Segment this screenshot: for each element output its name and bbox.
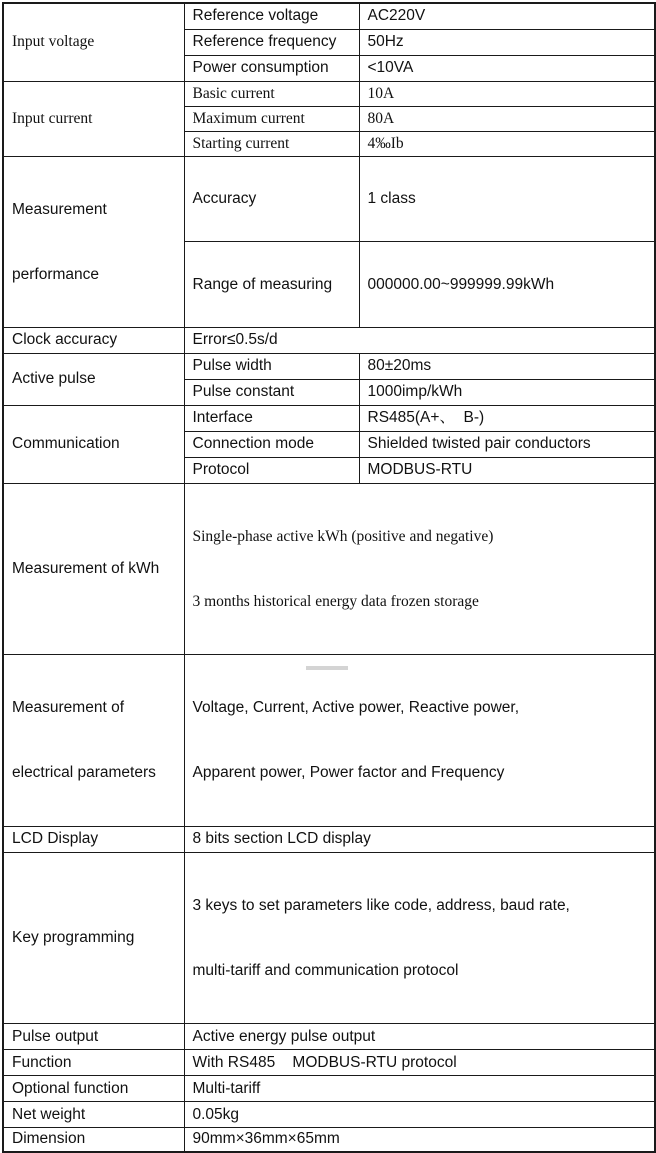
group-cell-input-current: Input current bbox=[3, 81, 184, 156]
value-line1: 3 keys to set parameters like code, address, baud rate, bbox=[192, 896, 570, 914]
param-cell-range-of-measuring: Range of measuring bbox=[184, 242, 359, 328]
param-cell-reference-frequency: Reference frequency bbox=[184, 29, 359, 55]
value-cell-maximum-current: 80A bbox=[359, 106, 655, 131]
group-label-line2: performance bbox=[12, 265, 100, 283]
value-cell-pulse-constant: 1000imp/kWh bbox=[359, 379, 655, 405]
group-cell-pulse-output: Pulse output bbox=[3, 1024, 184, 1050]
value-line2: 3 months historical energy data frozen storage bbox=[192, 593, 479, 611]
value-cell-optional-function: Multi-tariff bbox=[184, 1076, 655, 1102]
value-cell-protocol: MODBUS-RTU bbox=[359, 457, 655, 483]
param-cell-maximum-current: Maximum current bbox=[184, 106, 359, 131]
value-cell-interface: RS485(A+、 B-) bbox=[359, 405, 655, 431]
group-label-line1: Measurement of bbox=[12, 699, 124, 717]
group-cell-lcd-display: LCD Display bbox=[3, 826, 184, 852]
value-cell-pulse-output: Active energy pulse output bbox=[184, 1024, 655, 1050]
value-line2: multi-tariff and communication protocol bbox=[192, 961, 459, 979]
value-cell-clock-accuracy: Error≤0.5s/d bbox=[184, 327, 655, 353]
group-label-line2: electrical parameters bbox=[12, 764, 156, 782]
value-line1: Voltage, Current, Active power, Reactive power, bbox=[192, 699, 520, 717]
param-cell-power-consumption: Power consumption bbox=[184, 55, 359, 81]
group-cell-input-voltage: Input voltage bbox=[3, 3, 184, 81]
group-cell-measurement-of-kwh: Measurement of kWh bbox=[3, 483, 184, 654]
group-cell-optional-function: Optional function bbox=[3, 1076, 184, 1102]
group-cell-net-weight: Net weight bbox=[3, 1102, 184, 1128]
group-cell-active-pulse: Active pulse bbox=[3, 353, 184, 405]
value-cell-connection-mode: Shielded twisted pair conductors bbox=[359, 431, 655, 457]
param-cell-pulse-width: Pulse width bbox=[184, 353, 359, 379]
value-cell-reference-frequency: 50Hz bbox=[359, 29, 655, 55]
value-cell-range-of-measuring: 000000.00~999999.99kWh bbox=[359, 242, 655, 328]
value-cell-measurement-of-kwh bbox=[184, 483, 655, 654]
value-cell-reference-voltage: AC220V bbox=[359, 3, 655, 29]
value-cell-function: With RS485 MODBUS-RTU protocol bbox=[184, 1050, 655, 1076]
param-cell-interface: Interface bbox=[184, 405, 359, 431]
group-label-line1: Measurement bbox=[12, 200, 107, 218]
param-cell-connection-mode: Connection mode bbox=[184, 431, 359, 457]
value-cell-key-programming bbox=[184, 852, 655, 1023]
value-line2: Apparent power, Power factor and Frequency bbox=[192, 764, 505, 782]
value-line1: Single-phase active kWh (positive and negative) bbox=[192, 527, 494, 545]
value-cell-electrical-parameters bbox=[184, 655, 655, 826]
group-cell-key-programming: Key programming bbox=[3, 852, 184, 1023]
value-cell-dimension: 90mm×36mm×65mm bbox=[184, 1128, 655, 1152]
param-cell-starting-current: Starting current bbox=[184, 131, 359, 156]
param-cell-reference-voltage: Reference voltage bbox=[184, 3, 359, 29]
group-cell-dimension: Dimension bbox=[3, 1128, 184, 1152]
value-cell-power-consumption: <10VA bbox=[359, 55, 655, 81]
value-cell-lcd-display: 8 bits section LCD display bbox=[184, 826, 655, 852]
param-cell-basic-current: Basic current bbox=[184, 81, 359, 106]
param-cell-accuracy: Accuracy bbox=[184, 156, 359, 242]
group-cell-measurement-performance bbox=[3, 156, 184, 327]
value-cell-accuracy: 1 class bbox=[359, 156, 655, 242]
param-cell-pulse-constant: Pulse constant bbox=[184, 379, 359, 405]
group-cell-measurement-of-electrical-parameters bbox=[3, 655, 184, 826]
value-cell-net-weight: 0.05kg bbox=[184, 1102, 655, 1128]
param-cell-protocol: Protocol bbox=[184, 457, 359, 483]
group-cell-communication: Communication bbox=[3, 405, 184, 483]
value-cell-pulse-width: 80±20ms bbox=[359, 353, 655, 379]
group-cell-clock-accuracy: Clock accuracy bbox=[3, 327, 184, 353]
specification-table bbox=[2, 2, 656, 1153]
value-cell-basic-current: 10A bbox=[359, 81, 655, 106]
group-cell-function: Function bbox=[3, 1050, 184, 1076]
page-edge-artifact bbox=[306, 666, 348, 670]
value-cell-starting-current: 4‰Ib bbox=[359, 131, 655, 156]
